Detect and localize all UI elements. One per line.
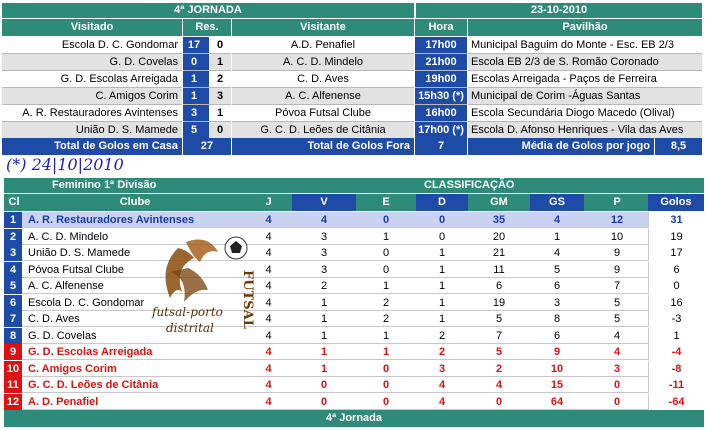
cell-d: 3 bbox=[438, 362, 446, 375]
date-note: (*) 24|10|2010 bbox=[6, 155, 124, 174]
game-away-goals: 0 bbox=[209, 122, 231, 139]
svg-text:distrital: distrital bbox=[166, 321, 214, 335]
game-pavilhao: Escola D. Afonso Henriques - Vila das Aves bbox=[468, 122, 702, 139]
cell-cl: 9 bbox=[4, 344, 22, 360]
cell-d: 1 bbox=[438, 247, 446, 259]
cell-gm: 11 bbox=[493, 263, 505, 276]
game-away-goals: 1 bbox=[209, 105, 231, 122]
classification-row bbox=[4, 377, 704, 393]
col-e: E bbox=[382, 196, 390, 208]
cell-golos: 16 bbox=[648, 295, 704, 311]
cell-e: 1 bbox=[382, 230, 390, 243]
cell-golos: -64 bbox=[648, 394, 704, 410]
cell-v: 1 bbox=[320, 313, 328, 325]
cell-p: 5 bbox=[613, 296, 621, 309]
game-home: Escola D. C. Gondomar bbox=[2, 37, 182, 54]
cell-gm: 35 bbox=[492, 214, 506, 226]
cell-e: 0 bbox=[382, 247, 390, 259]
game-home: A. R. Restauradores Avintenses bbox=[2, 105, 182, 122]
game-away: Póvoa Futsal Clube bbox=[232, 105, 414, 122]
cell-d: 0 bbox=[438, 230, 446, 243]
game-hora: 17h00 (*) bbox=[415, 122, 467, 139]
cell-clube: A. R. Restauradores Avintenses bbox=[28, 214, 195, 226]
media-label: Média de Golos por jogo bbox=[468, 138, 654, 155]
game-home: União D. S. Mamede bbox=[2, 122, 182, 139]
jornada-title-bar: 4ª JORNADA bbox=[2, 3, 414, 18]
cell-e: 0 bbox=[382, 395, 390, 408]
cell-gs: 64 bbox=[550, 395, 564, 408]
cell-d: 1 bbox=[438, 280, 446, 292]
cell-golos: 31 bbox=[648, 212, 704, 228]
cell-clube: C. Amigos Corim bbox=[28, 362, 117, 375]
cell-v: 3 bbox=[320, 247, 328, 259]
cell-j: 4 bbox=[265, 296, 272, 309]
cell-golos: 1 bbox=[648, 328, 704, 344]
cell-cl: 10 bbox=[4, 361, 22, 377]
futsal-porto-logo bbox=[148, 228, 260, 340]
col-golos: Golos bbox=[648, 194, 704, 211]
classification-row bbox=[4, 361, 704, 377]
cell-cl: 4 bbox=[4, 262, 22, 278]
media-value: 8,5 bbox=[655, 138, 702, 155]
game-away: C. D. Aves bbox=[232, 71, 414, 88]
game-hora: 15h30 (*) bbox=[415, 88, 467, 105]
total-fora-value: 7 bbox=[415, 138, 467, 155]
cell-golos: -4 bbox=[648, 344, 704, 360]
cell-d: 0 bbox=[438, 214, 446, 226]
header-res: Res. bbox=[183, 19, 231, 36]
game-home-goals: 0 bbox=[183, 54, 205, 71]
cell-d: 4 bbox=[438, 395, 446, 408]
cell-clube: G. C. D. Leões de Citânia bbox=[28, 379, 159, 391]
cell-gm: 20 bbox=[492, 230, 506, 243]
classification-row bbox=[4, 344, 704, 360]
cell-golos: -11 bbox=[648, 377, 704, 393]
cell-golos: 17 bbox=[648, 245, 704, 261]
cell-clube: A. C. D. Mindelo bbox=[28, 230, 109, 243]
col-v: V bbox=[292, 194, 356, 211]
classification-row bbox=[4, 394, 704, 410]
cell-p: 12 bbox=[610, 214, 624, 226]
game-pavilhao: Escola EB 2/3 de S. Romão Coronado bbox=[468, 54, 702, 71]
game-away: A. C. D. Mindelo bbox=[232, 54, 414, 71]
division-bar: Feminino 1ª Divisão bbox=[4, 178, 338, 193]
cell-gm: 5 bbox=[495, 346, 503, 358]
cell-e: 2 bbox=[382, 313, 390, 325]
header-hora: Hora bbox=[415, 19, 467, 36]
game-away: G. C. D. Leões de Citânia bbox=[232, 122, 414, 139]
game-away-goals: 0 bbox=[209, 37, 231, 54]
cell-gm: 5 bbox=[495, 313, 503, 325]
game-away: A. C. Alfenense bbox=[232, 88, 414, 105]
game-hora: 16h00 bbox=[415, 105, 467, 122]
cell-gm: 19 bbox=[492, 296, 506, 309]
classification-row bbox=[4, 311, 704, 327]
header-visitado: Visitado bbox=[2, 19, 182, 36]
cell-gm: 21 bbox=[492, 247, 506, 259]
cell-cl: 6 bbox=[4, 295, 22, 311]
cell-e: 1 bbox=[382, 346, 390, 358]
cell-e: 0 bbox=[382, 263, 390, 276]
svg-text:FUTSAL: FUTSAL bbox=[240, 270, 255, 329]
cell-cl: 1 bbox=[4, 212, 22, 228]
game-home: G. D. Escolas Arreigada bbox=[2, 71, 182, 88]
cell-v: 1 bbox=[320, 296, 328, 309]
cell-e: 0 bbox=[382, 214, 390, 226]
cell-cl: 8 bbox=[4, 328, 22, 344]
cell-j: 4 bbox=[265, 362, 272, 375]
cell-p: 7 bbox=[613, 280, 621, 292]
cell-j: 4 bbox=[265, 313, 272, 325]
cell-gm: 4 bbox=[495, 379, 503, 391]
cell-cl: 7 bbox=[4, 311, 22, 327]
cell-golos: 19 bbox=[648, 229, 704, 245]
cell-cl: 12 bbox=[4, 394, 22, 410]
cell-j: 4 bbox=[265, 379, 272, 391]
cell-gs: 6 bbox=[553, 280, 561, 292]
game-home-goals: 5 bbox=[183, 122, 205, 139]
cell-clube: Póvoa Futsal Clube bbox=[28, 263, 124, 276]
cell-v: 2 bbox=[320, 280, 328, 292]
cell-j: 4 bbox=[265, 263, 272, 276]
cell-v: 0 bbox=[320, 395, 328, 408]
cell-golos: 0 bbox=[648, 278, 704, 294]
cell-gs: 1 bbox=[553, 230, 561, 243]
cell-gs: 5 bbox=[553, 263, 561, 276]
cell-gs: 4 bbox=[553, 247, 561, 259]
cell-e: 1 bbox=[382, 280, 390, 292]
classification-row bbox=[4, 328, 704, 344]
game-hora: 17h00 bbox=[415, 37, 467, 54]
cell-j: 4 bbox=[265, 247, 272, 259]
cell-v: 0 bbox=[320, 379, 328, 391]
cell-e: 0 bbox=[382, 362, 390, 375]
cell-v: 1 bbox=[320, 346, 328, 358]
cell-p: 0 bbox=[613, 379, 621, 391]
game-pavilhao: Municipal de Corim -Águas Santas bbox=[468, 88, 702, 105]
classification-title-bar: CLASSIFICAÇÃO bbox=[338, 178, 704, 193]
classification-row bbox=[4, 245, 704, 261]
cell-clube: A. D. Penafiel bbox=[28, 395, 99, 408]
col-p: P bbox=[613, 196, 621, 208]
svg-text:futsal-porto: futsal-porto bbox=[152, 305, 223, 319]
game-away-goals: 2 bbox=[209, 71, 231, 88]
col-j: J bbox=[265, 196, 272, 208]
cell-p: 4 bbox=[613, 329, 621, 342]
game-home-goals: 1 bbox=[183, 88, 205, 105]
cell-j: 4 bbox=[265, 329, 272, 342]
game-away-goals: 3 bbox=[209, 88, 231, 105]
cell-d: 2 bbox=[438, 346, 446, 358]
total-fora-label: Total de Golos Fora bbox=[232, 138, 414, 155]
cell-v: 3 bbox=[320, 230, 328, 243]
cell-gm: 7 bbox=[495, 329, 503, 342]
cell-j: 4 bbox=[265, 214, 272, 226]
cell-clube: G. D. Covelas bbox=[28, 329, 97, 342]
col-cl: Cl bbox=[8, 196, 20, 208]
game-home: C. Amigos Corim bbox=[2, 88, 182, 105]
cell-d: 2 bbox=[438, 329, 446, 342]
cell-gs: 6 bbox=[553, 329, 561, 342]
cell-p: 10 bbox=[610, 230, 624, 243]
cell-d: 4 bbox=[438, 379, 446, 391]
classification-row bbox=[4, 262, 704, 278]
col-gs: GS bbox=[530, 194, 584, 211]
cell-golos: 6 bbox=[648, 262, 704, 278]
classification-row bbox=[4, 278, 704, 294]
cell-j: 4 bbox=[265, 230, 272, 243]
logo-emblem-icon bbox=[148, 228, 260, 340]
cell-clube: A. C. Alfenense bbox=[28, 280, 104, 292]
cell-p: 0 bbox=[613, 395, 621, 408]
game-hora: 19h00 bbox=[415, 71, 467, 88]
cell-gs: 10 bbox=[550, 362, 564, 375]
cell-v: 1 bbox=[320, 329, 328, 342]
col-gm: GM bbox=[490, 196, 508, 208]
cell-j: 4 bbox=[265, 395, 272, 408]
cell-clube: G. D. Escolas Arreigada bbox=[28, 346, 153, 358]
cell-e: 2 bbox=[382, 296, 390, 309]
cell-e: 1 bbox=[382, 329, 390, 342]
cell-gm: 0 bbox=[495, 395, 503, 408]
cell-gs: 9 bbox=[553, 346, 561, 358]
cell-gm: 6 bbox=[495, 280, 503, 292]
cell-gm: 2 bbox=[495, 362, 503, 375]
game-hora: 21h00 bbox=[415, 54, 467, 71]
game-pavilhao: Municipal Baguim do Monte - Esc. EB 2/3 bbox=[468, 37, 702, 54]
cell-p: 9 bbox=[613, 247, 621, 259]
cell-clube: União D. S. Mamede bbox=[28, 247, 131, 259]
cell-p: 4 bbox=[613, 346, 621, 358]
cell-e: 0 bbox=[382, 379, 390, 391]
header-visitante: Visitante bbox=[232, 19, 414, 36]
cell-v: 4 bbox=[320, 214, 328, 226]
cell-p: 3 bbox=[613, 362, 621, 375]
cell-gs: 3 bbox=[553, 296, 561, 309]
cell-gs: 4 bbox=[553, 214, 561, 226]
cell-v: 3 bbox=[320, 263, 328, 276]
col-d: D bbox=[416, 194, 468, 211]
cell-cl: 5 bbox=[4, 278, 22, 294]
col-clube: Clube bbox=[119, 196, 151, 208]
header-pavilhao: Pavilhão bbox=[468, 19, 702, 36]
cell-p: 5 bbox=[613, 313, 621, 325]
cell-gs: 15 bbox=[550, 379, 564, 391]
cell-p: 9 bbox=[613, 263, 621, 276]
cell-cl: 2 bbox=[4, 229, 22, 245]
cell-j: 4 bbox=[265, 280, 272, 292]
classification-row bbox=[4, 212, 704, 228]
cell-clube: Escola D. C. Gondomar bbox=[28, 296, 145, 309]
game-pavilhao: Escolas Arreigada - Paços de Ferreira bbox=[468, 71, 702, 88]
cell-cl: 11 bbox=[4, 377, 22, 393]
cell-v: 1 bbox=[320, 362, 328, 375]
game-home-goals: 3 bbox=[183, 105, 205, 122]
cell-clube: C. D. Aves bbox=[28, 313, 80, 325]
cell-d: 1 bbox=[438, 313, 446, 325]
game-home-goals: 17 bbox=[183, 37, 205, 54]
classification-row bbox=[4, 229, 704, 245]
cell-d: 1 bbox=[438, 296, 446, 309]
game-home-goals: 1 bbox=[183, 71, 205, 88]
total-casa-value: 27 bbox=[183, 138, 231, 155]
cell-golos: -8 bbox=[648, 361, 704, 377]
classification-footer: 4ª Jornada bbox=[4, 410, 704, 427]
game-pavilhao: Escola Secundária Diogo Macedo (Olival) bbox=[468, 105, 702, 122]
cell-j: 4 bbox=[265, 346, 272, 358]
cell-gs: 8 bbox=[553, 313, 561, 325]
game-home: G. D. Covelas bbox=[2, 54, 182, 71]
cell-cl: 3 bbox=[4, 245, 22, 261]
game-away-goals: 1 bbox=[209, 54, 231, 71]
total-casa-label: Total de Golos em Casa bbox=[2, 138, 182, 155]
game-away: A.D. Penafiel bbox=[232, 37, 414, 54]
date-bar: 23-10-2010 bbox=[416, 3, 702, 18]
cell-d: 1 bbox=[438, 263, 446, 276]
cell-golos: -3 bbox=[648, 311, 704, 327]
classification-row bbox=[4, 295, 704, 311]
